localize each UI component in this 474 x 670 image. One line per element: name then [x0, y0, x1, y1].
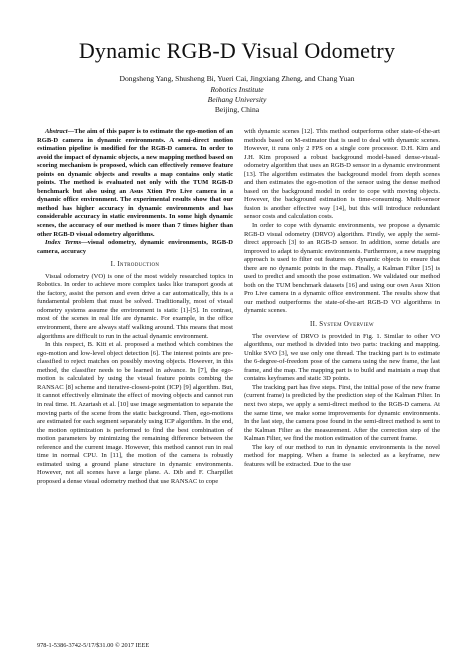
index-terms-text: —visual odometry, dynamic environments, RGB-D camera, accuracy	[37, 239, 233, 255]
abstract-paragraph	[37, 128, 233, 239]
abstract-lead: Abstract	[45, 128, 68, 135]
index-terms-paragraph	[37, 239, 233, 256]
intro-paragraph-1: Visual odometry (VO) is one of the most widely researched topics in Robotics. In order to achieve more complex tasks like transport goods at the factory, assist the person and even drive a car automatically, this is a fundamental problem that must be solved. Traditionally, most of visual odometry systems assume the environment is static [1]-[5]. In contrast, most of the scenes in real life are dynamic. For example, in the office environment, there are always staff walking around. This means that most algorithms are difficult to run in the actual dynamic environment.	[37, 272, 233, 340]
section-number-overview: II.	[310, 321, 320, 329]
right-column	[244, 128, 440, 469]
index-terms-lead: Index Terms	[45, 239, 82, 247]
overview-paragraph-2: The tracking part has five steps. First, the initial pose of the new frame (current frame) is predicted by the prediction step of the Kalman Filter. In next two steps, we apply a semi-direct method to the RGB-D camera. At the same time, we make some improvements for dynamic environments. In the last step, the camera pose found in the semi-direct method is sent to the Kalman Filter as the measurement. After the correction step of the Kalman Filter, we find the motion estimation of the current frame.	[244, 383, 440, 443]
intro-paragraph-3: with dynamic scenes [12]. This method outperforms other state-of-the-art methods based on M-estimator that is used to deal with dynamic scenes. However, it runs only 2 FPS on a single core processor. D.H. Kim and J.H. Kim proposed a robust background model-based dense-visual-odometry algorithm that uses an RGB-D sensor in a dynamic environment [13]. The algorithm estimates the background model from depth scenes and then estimates the ego-motion of the sensor using the dense method based on the background model in order to cope with moving objects. However, the background estimation is time-consuming. Multi-sensor fusion is another effective way [14], but this will introduce redundant sensor costs and calculation costs.	[244, 128, 440, 221]
paper-title: Dynamic RGB-D Visual Odometry	[78, 38, 396, 63]
author-list: Dongsheng Yang, Shusheng Bi, Yueri Cai, Jingxiang Zheng, and Chang Yuan	[119, 74, 355, 83]
overview-paragraph-1: The overview of DRVO is provided in Fig. 1. Similar to other VO algorithms, our method is divided into two parts: tracking and mapping. Unlike SVO [3], we use only one thread. The tracking part is to estimate the 6-degree-of-freedom pose of the camera using the new frame, the last frame, and the map. The mapping part is to build and maintain a map that contains keyframes and static 3D points.	[244, 332, 440, 383]
left-column	[37, 128, 233, 486]
abstract-text: —The aim of this paper is to estimate the ego-motion of an RGB-D camera in dynamic environments. A semi-direct motion estimation pipeline is modified for the RGB-D camera. In order to avoid the impact of dynamic objects, a new mapping method based on scoring mechanism is proposed, which can effectively remove feature points on dynamic objects and results a map contains only static points. The method is evaluated not only with the TUM RGB-D benchmark but also using an Asus Xtion Pro Live camera in a dynamic office environment. The experimental results show that our method has higher accuracy in dynamic environments and has considerable accuracy in static environments. In some high dynamic scenes, the accuracy of our method is more than 7 times higher than other RGB-D visual odometry algorithms.	[37, 128, 233, 238]
section-title-overview: System Overview	[319, 321, 374, 329]
section-heading-introduction	[37, 261, 233, 270]
overview-paragraph-3: The key of our method to run in dynamic environments is the novel method for mapping. When a frame is selected as a keyframe, new features will be extracted. Due to the use	[244, 443, 440, 468]
intro-paragraph-2: In this respect, B. Kitt et al. proposed a method which combines the ego-motion and low-level object detection [6]. The interest points are pre-classified to reject matches on possibly moving objects. However, in this method, the classifier needs to be learned in advance. In [7], the ego-motion is calculated by using the visual feature points combing the RANSAC [8] scheme and iterative-closest-point (ICP) [9] algorithm. But, it cannot effectively eliminate the effect of moving objects and cannot run in real time. H. Azartash et al. [10] use image segmentation to separate the moving parts of the scene from the static background. Then, ego-motions are estimated for each segment separately using ICP algorithm. In the end, the motion optimization is performed to find the best combination of motion parameters by minimizing the remaining difference between the reference and the current image. However, this method cannot run in real time in normal CPU. In [11], the motion of the camera is robustly estimated using a ground plane structure in dynamic environments. However, not all scenes have a large plane. A. Dib and F. Charpillet proposed a dense visual odometry method that use RANSAC to cope	[37, 341, 233, 485]
section-number-introduction: I.	[110, 261, 118, 269]
affiliation-university: Beihang University	[207, 95, 267, 104]
affiliation-institute: Robotics Institute	[210, 85, 264, 94]
affiliation-city: Beijing, China	[214, 105, 260, 114]
section-heading-overview	[244, 321, 440, 330]
intro-paragraph-4: In order to cope with dynamic environments, we propose a dynamic RGB-D visual odometry (DRVO) algorithm. Firstly, we apply the semi-direct approach [3] to an RGB-D sensor. In addition, some details are improved to adapt to dynamic environments. Furthermore, a new mapping approach is used to filter out features on dynamic objects to ensure that there are no dynamic points in the map. Finally, a Kalman Filter [15] is used to predict and smooth the pose estimation. We validated our method both on the TUM benchmark datasets [16] and using our own Asus Xtion Pro Live camera in a dynamic office environment. The results show that our method outperforms the state-of-the-art RGB-D VO algorithms in dynamic scenes.	[244, 222, 440, 315]
copyright-footer: 978-1-5386-3742-5/17/$31.00 © 2017 IEEE	[37, 642, 150, 649]
section-title-introduction: Introduction	[117, 261, 160, 269]
